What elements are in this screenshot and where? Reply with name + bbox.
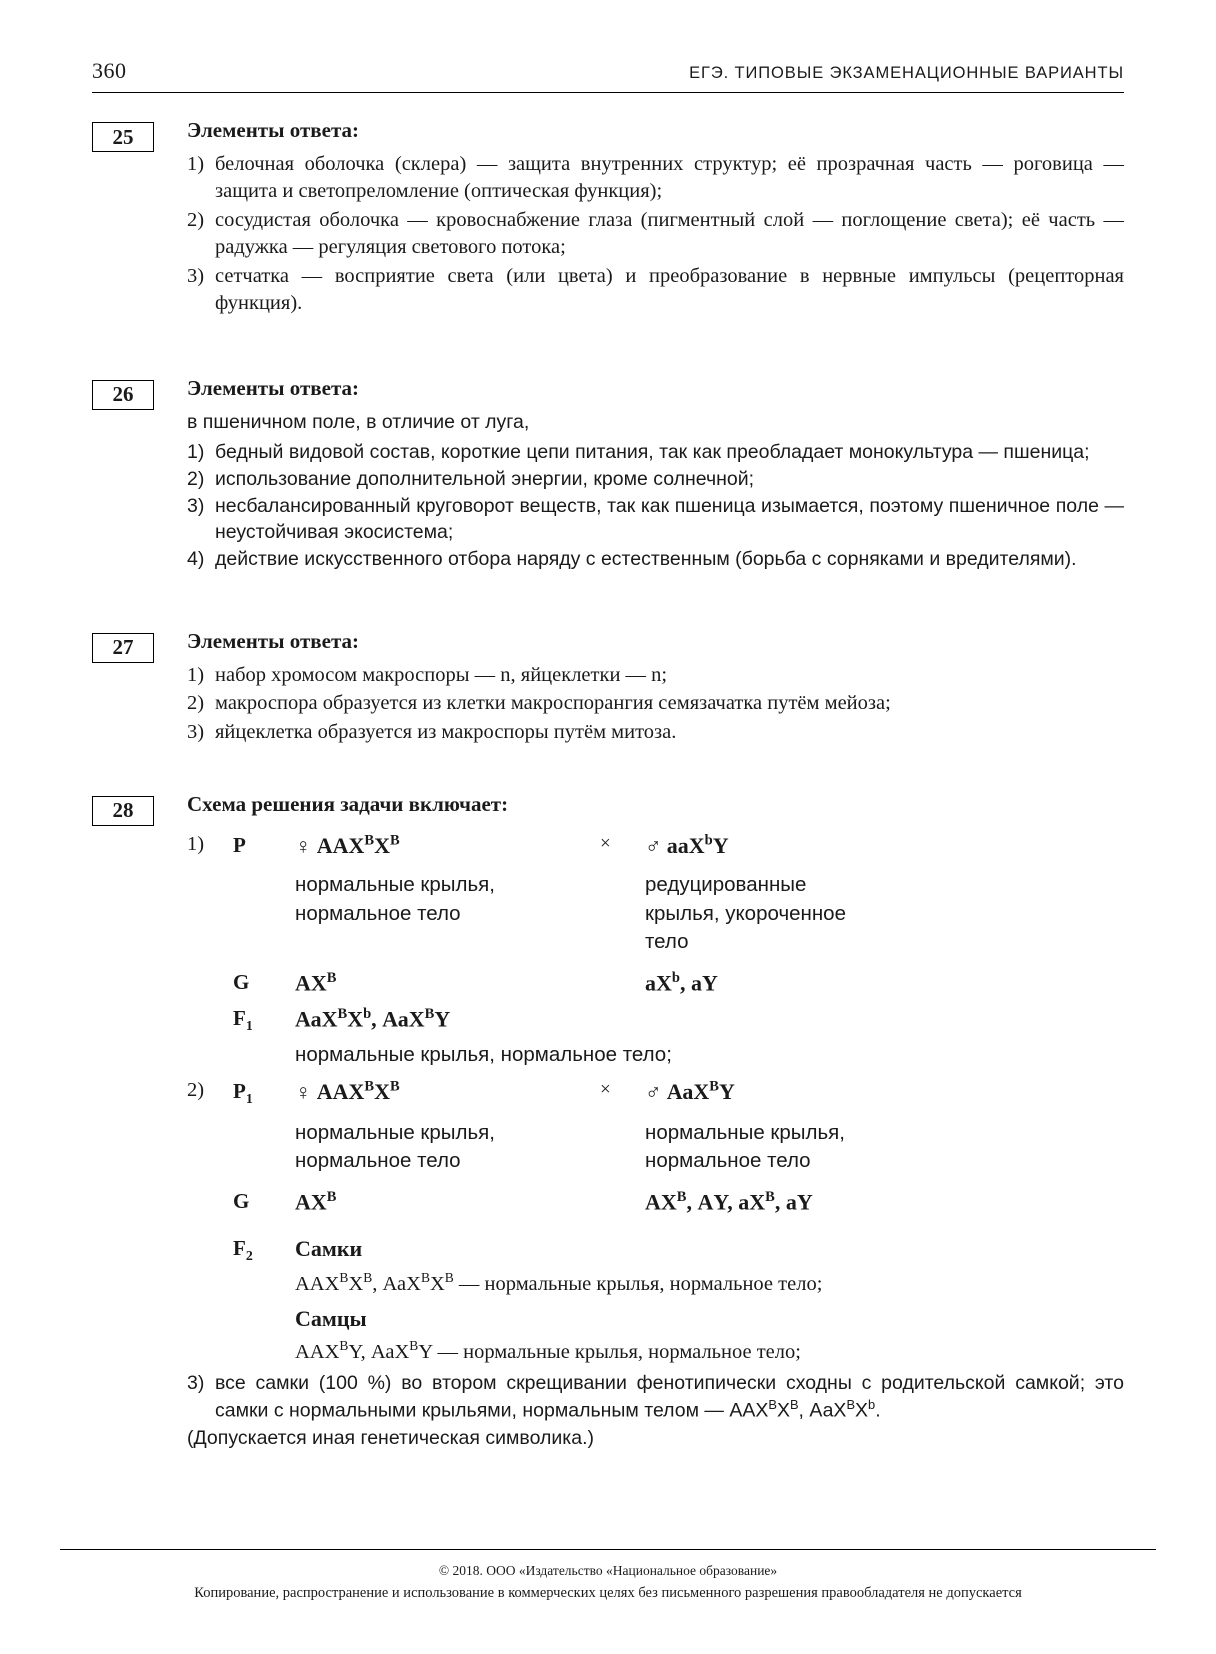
scheme-row-gametes-1 — [187, 970, 1124, 996]
item-marker: 3) — [187, 720, 205, 743]
scheme-row-parents-2 — [187, 1079, 1124, 1107]
mother-phenotype: нормальные крылья, нормальное тело — [295, 873, 495, 925]
item-text: действие искусственного отбора наряду с естественным (борьба с сорняками и вредителями). — [215, 548, 1077, 571]
gamete-label-2: G — [233, 1189, 250, 1214]
father-genotype — [645, 833, 1124, 859]
f1-genotypes: $АаX^BX^b$, АаX$^B$Y — [295, 1006, 451, 1032]
father-phenotype-2: нормальные крылья, нормальное тело — [645, 1120, 845, 1173]
f1-phenotype: нормальные крылья, нормальное тело; — [295, 1042, 672, 1066]
page-number: 360 — [92, 58, 127, 83]
item-marker: 1) — [187, 440, 205, 463]
female-sign: ♀ — [295, 833, 312, 859]
answer-item — [187, 439, 1124, 465]
task-number-box-25: 25 — [92, 122, 154, 152]
task-block-25 — [92, 118, 1124, 318]
scheme-row-f1-phenotype — [187, 1043, 1124, 1067]
father-genotype-2 — [645, 1079, 1124, 1105]
task-number-box-27: 27 — [92, 633, 154, 663]
scheme-marker: 1) — [187, 832, 205, 855]
cross-sign: × — [600, 1078, 611, 1100]
father-gametes: $аX^b$, аY — [645, 970, 718, 996]
item-text: набор хромосом макроспоры — n, яйцеклетки — n; — [215, 663, 668, 686]
item-marker: 2) — [187, 208, 205, 231]
answer-item — [187, 466, 1124, 492]
mother-genotype-text: $ААX^BX^B$ — [316, 832, 400, 859]
conclusion-item — [187, 1370, 1124, 1424]
item-text: несбалансированный круговорот веществ, так как пшеница изымается, поэтому пшеничное поле — неустойчивая экосистема; — [215, 495, 1124, 544]
task-heading-27: Элементы ответа: — [187, 628, 360, 653]
scheme-row-f2-males-label — [187, 1306, 1124, 1332]
item-marker: 2) — [187, 468, 205, 491]
scheme-row-parents-1 — [187, 833, 1124, 859]
mother-gametes: $АX^B$ — [295, 970, 337, 996]
answer-item — [187, 207, 1124, 262]
item-marker: 3) — [187, 495, 205, 518]
mother-phenotype-2: нормальные крылья, нормальное тело — [295, 1120, 495, 1173]
item-marker: 1) — [187, 153, 205, 175]
genetic-scheme — [187, 833, 1124, 1364]
page-footer — [0, 1563, 1216, 1602]
answer-item — [187, 662, 1124, 689]
scheme-row-f2-females-label — [187, 1236, 1124, 1264]
parent-label: Р — [233, 832, 246, 857]
scheme-row-f2-females — [187, 1270, 1124, 1296]
father-genotype-text: ааX$^b$Y — [666, 832, 729, 859]
females-line: $ААX^BX^B$, $АаX^BX^B$ — нормальные крылья, нормальное тело; — [295, 1269, 823, 1295]
males-label: Самцы — [295, 1305, 367, 1331]
f2-label: $F_2$ — [233, 1235, 253, 1263]
running-head-title: ЕГЭ. ТИПОВЫЕ ЭКЗАМЕНАЦИОННЫЕ ВАРИАНТЫ — [689, 64, 1124, 82]
scheme-marker: 2) — [187, 1078, 205, 1101]
task-heading-28: Схема решения задачи включает: — [187, 791, 509, 816]
task-heading-26: Элементы ответа: — [187, 375, 360, 400]
parent-label-2: $Р_1$ — [233, 1078, 253, 1106]
scheme-row-phenotypes-1 — [187, 871, 1124, 956]
item-marker: 4) — [187, 548, 205, 571]
task-body-25 — [187, 118, 1124, 318]
scheme-row-gametes-2 — [187, 1189, 1124, 1215]
mother-genotype-text: $ААX^BX^B$ — [316, 1078, 400, 1104]
father-gametes-2: $АX^B$, АY, $аX^B$, аY — [645, 1189, 813, 1215]
item-marker: 3) — [187, 1371, 205, 1394]
task-body-26 — [187, 376, 1124, 573]
item-text: сетчатка — восприятие света (или цвета) и преобразование в нервные импульсы (рецепторная функция). — [215, 264, 1124, 315]
item-text: использование дополнительной энергии, кроме солнечной; — [215, 468, 755, 491]
task-heading-25: Элементы ответа: — [187, 118, 360, 142]
item-text: бедный видовой состав, короткие цепи питания, так как преобладает монокультура — пшеница; — [215, 440, 1090, 463]
copyright-line: © 2018. ООО «Издательство «Национальное образование» — [438, 1563, 778, 1578]
task-body-27 — [187, 629, 1124, 746]
f1-label: $F_1$ — [233, 1006, 253, 1034]
gamete-label: G — [233, 970, 250, 995]
task-block-26 — [92, 376, 1124, 573]
item-text: яйцеклетка образуется из макроспоры путём митоза. — [215, 720, 677, 743]
page-content — [92, 118, 1124, 1452]
item-marker: 1) — [187, 663, 205, 686]
answer-item — [187, 151, 1124, 206]
usage-notice: Копирование, распространение и использование в коммерческих целях без письменного разрешения правообладателя не допускается — [194, 1585, 1022, 1601]
females-label: Самки — [295, 1235, 363, 1261]
male-sign: ♂ — [645, 1078, 662, 1104]
item-marker: 3) — [187, 264, 205, 287]
item-marker: 2) — [187, 692, 205, 715]
answer-item — [187, 690, 1124, 717]
task-body-28 — [187, 792, 1124, 817]
footer-divider — [60, 1549, 1156, 1550]
father-genotype-text: АаX$^B$Y — [666, 1078, 735, 1104]
scheme-conclusion-block — [187, 1370, 1124, 1452]
mother-genotype-2 — [295, 1079, 600, 1105]
female-sign: ♀ — [295, 1078, 312, 1104]
cross-sign: × — [600, 832, 611, 854]
header-divider — [92, 92, 1124, 93]
father-phenotype: редуцированные крылья, укороченное тело — [645, 873, 846, 953]
task-number-box-26: 26 — [92, 380, 154, 410]
item-text: белочная оболочка (склера) — защита внутренних структур; её прозрачная часть — роговица — защита и светопреломление (оптическая функция); — [215, 153, 1124, 203]
answer-item — [187, 546, 1124, 572]
scheme-row-f1 — [187, 1006, 1124, 1034]
task-block-27 — [92, 629, 1124, 746]
answer-item — [187, 493, 1124, 545]
page-header — [92, 58, 1124, 84]
conclusion-text: все самки (100 %) во втором скрещивании фенотипически сходны с родительской самкой; это самки с нормальными крыльями, нормальным телом — $ААX^BX^B$, $АаX^BX^b$. — [215, 1371, 1124, 1422]
answer-item — [187, 719, 1124, 746]
mother-genotype — [295, 833, 600, 859]
male-sign: ♂ — [645, 833, 662, 859]
scheme-note: (Допускается иная генетическая символика.) — [187, 1427, 594, 1450]
mother-gametes-2: $АX^B$ — [295, 1189, 337, 1215]
answer-item — [187, 263, 1124, 318]
task-block-28 — [92, 791, 1124, 823]
scheme-row-f2-males — [187, 1338, 1124, 1364]
item-text: макроспора образуется из клетки макроспорангия семязачатка путём мейоза; — [215, 692, 891, 715]
item-text: сосудистая оболочка — кровоснабжение глаза (пигментный слой — поглощение света); её часть — радужка — регуляция светового потока; — [215, 208, 1124, 259]
males-line: $ААX^BY$, АаX$^B$Y — нормальные крылья, нормальное тело; — [295, 1337, 801, 1363]
scheme-row-phenotypes-2 — [187, 1119, 1124, 1176]
task-intro-26: в пшеничном поле, в отличие от луга, — [187, 410, 530, 433]
task-number-box-28: 28 — [92, 796, 154, 826]
